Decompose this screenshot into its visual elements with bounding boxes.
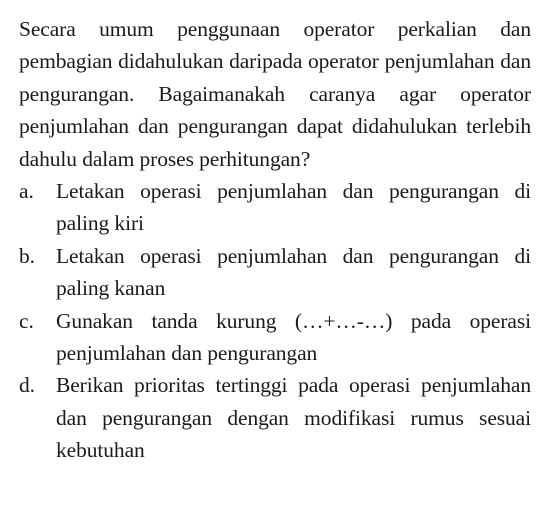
question-block: [19, 13, 531, 467]
option-a-letter: a.: [19, 179, 34, 204]
answer-options: [19, 175, 531, 467]
option-c-letter: c.: [19, 308, 34, 333]
option-d-text: Berikan prioritas tertinggi pada operasi penjumlahan dan pengurangan dengan modifikasi rumus sesuai kebutuhan: [56, 373, 531, 463]
option-b-letter: b.: [19, 243, 35, 268]
option-c-text: Gunakan tanda kurung (…+…-…) pada operasi penjumlahan dan pengurangan: [56, 308, 531, 366]
option-b[interactable]: [19, 240, 531, 305]
option-d-letter: d.: [19, 373, 35, 398]
question-text: Secara umum penggunaan operator perkalian dan pembagian didahulukan daripada operator penjumlahan dan pengurangan. Bagaimanakah caranya agar operator penjumlahan dan pengurangan dapat didahulukan terlebih dahulu dalam proses perhitungan?: [19, 17, 531, 171]
option-b-text: Letakan operasi penjumlahan dan pengurangan di paling kanan: [56, 243, 531, 301]
option-c[interactable]: [19, 305, 531, 370]
option-a-text: Letakan operasi penjumlahan dan pengurangan di paling kiri: [56, 179, 531, 236]
option-a[interactable]: [19, 175, 531, 240]
option-d[interactable]: [19, 369, 531, 466]
